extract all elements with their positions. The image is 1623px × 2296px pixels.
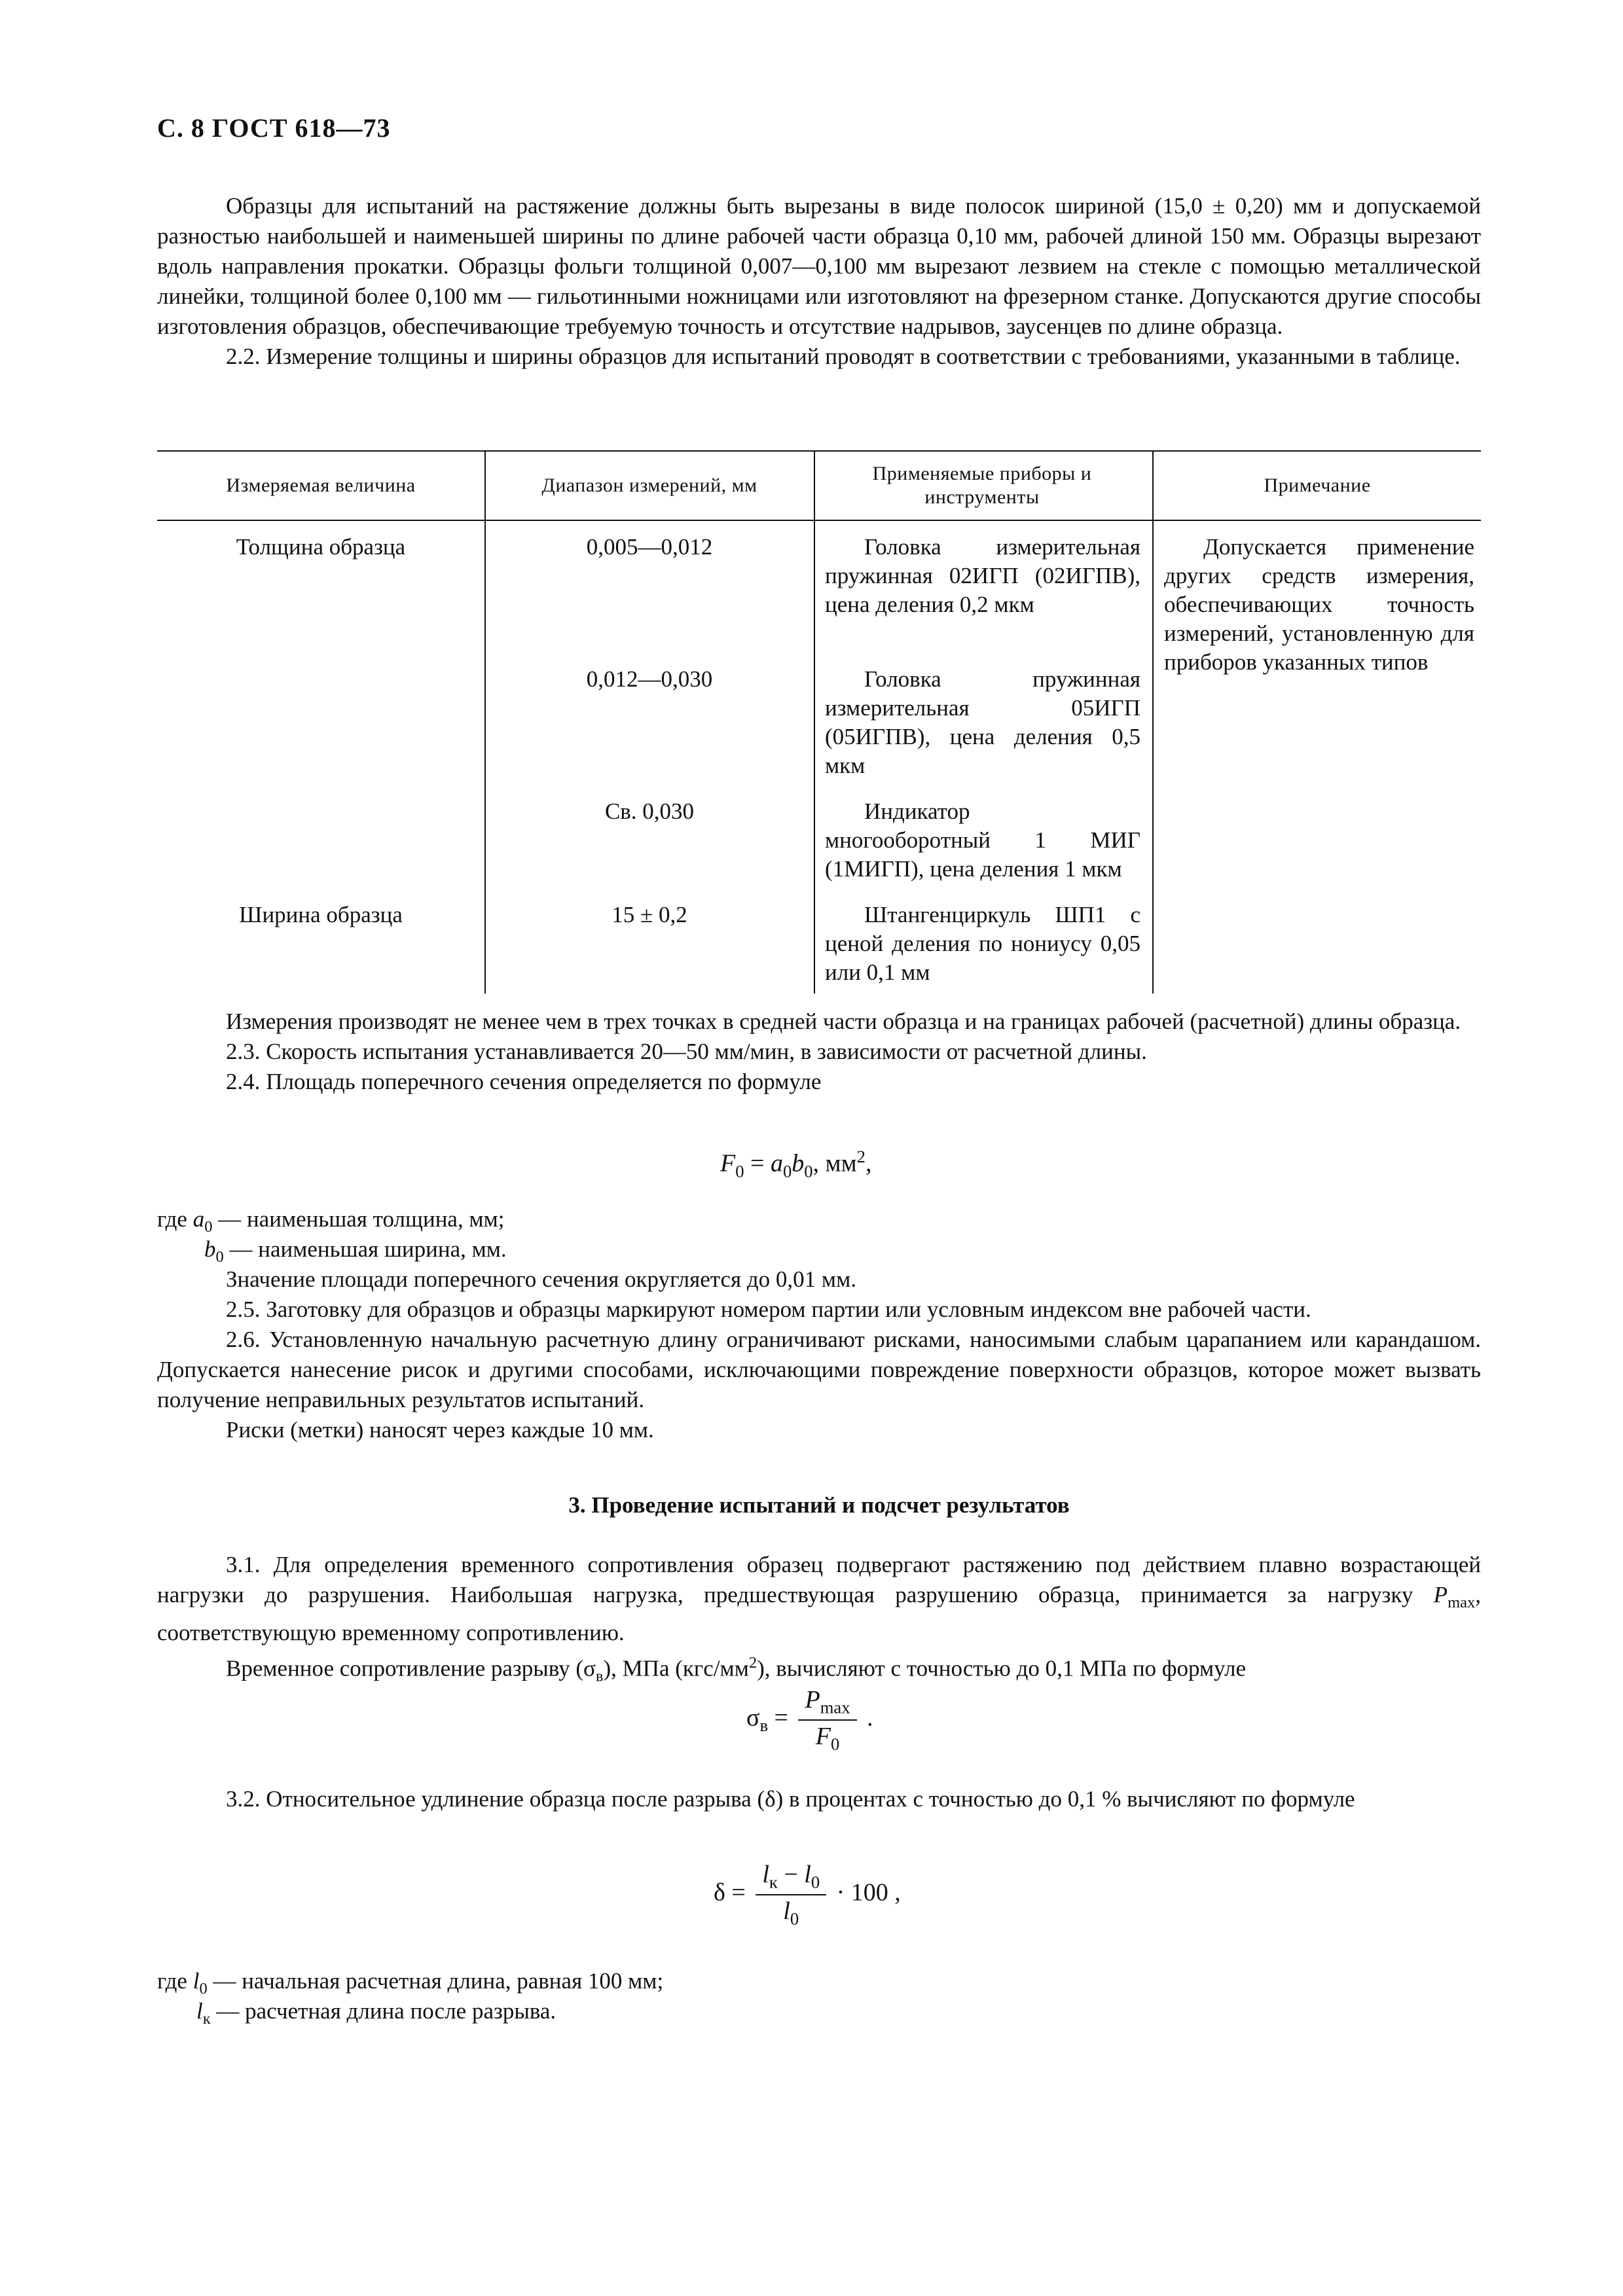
formula-tensile-strength: $\sigma_в$ = $\frac{P_{max}}{F_0}$ .: [746, 1686, 873, 1754]
table-cell-range: 15 ± 0,2: [611, 902, 687, 927]
table-header-instruments: Применяемые приборы и инструменты: [872, 463, 1092, 508]
paragraph-2-2: 2.2. Измерение толщины и ширины образцов для испытаний проводят в соответствии с требованиями, указанными в таблице.: [226, 344, 1461, 369]
paragraph-2-3: 2.3. Скорость испытания устанавливается 20—50 мм/мин, в зависимости от расчетной длины.: [226, 1039, 1147, 1064]
paragraph-2-4: 2.4. Площадь поперечного сечения определяется по формуле: [226, 1069, 822, 1094]
table-cell-instrument: Головка измерительная пружинная 02ИГП (02ИГПВ), цена деления 0,2 мкм: [825, 534, 1140, 617]
table-cell-range: Св. 0,030: [604, 798, 695, 824]
table-cell-range: 0,012—0,030: [586, 666, 713, 692]
table-cell-instrument: Головка пружинная измерительная 05ИГП (05ИГПВ), цена деления 0,5 мкм: [825, 666, 1140, 778]
formula-area: $F_0 = a_0b_0$, $мм^2$,: [720, 1147, 872, 1181]
section-2-text: [157, 1265, 1481, 1445]
formula-legend-width: $b_0$ — наименьшая ширина, мм.: [204, 1236, 507, 1266]
table-cell-quantity: Ширина образца: [239, 902, 403, 927]
running-head: С. 8 ГОСТ 618—73: [157, 113, 391, 143]
formula-legend-initial-length: где $l_0$ — начальная расчетная длина, равная 100 мм;: [157, 1968, 664, 1998]
paragraph: Образцы для испытаний на растяжение должны быть вырезаны в виде полосок шириной (15,0 ± 0,20) мм и допускаемой разностью наибольшей и наименьшей ширины по длине рабочей части образца 0,10 мм, рабочей длиной 150 мм. Образцы вырезают вдоль направления прокатки. Образцы фольги толщиной 0,007—0,100 мм вырезают лезвием на стекле с помощью металлической линейки, толщиной более 0,100 мм — гильотинными ножницами или изготовляют на фрезерном станке. Допускаются другие способы изготовления образцов, обеспечивающие требуемую точность и отсутствие надрывов, заусенцев по длине образца.: [157, 193, 1481, 339]
paragraph-3-1: 3.1. Для определения временного сопротивления образец подвергают растяжению под действием плавно возрастающей нагрузки до разрушения. Наибольшая нагрузка, предшествующая разрушению образца, принимается за нагрузку $P_{max}$, соответствующую временному сопротивлению.: [157, 1552, 1481, 1645]
formula-legend-final-length: $l_к$ — расчетная длина после разрыва.: [196, 1998, 556, 2028]
paragraph: Риски (метки) наносят через каждые 10 мм.: [226, 1417, 654, 1443]
paragraph: Временное сопротивление разрыву $(\sigma_в)$, МПа $(кгс/мм^2)$, вычисляют с точностью до 0,1 МПа по формуле: [226, 1654, 1247, 1685]
table-header-range: Диапазон измерений, мм: [541, 475, 757, 496]
fraction: $\frac{P_{max}}{F_0}$: [798, 1685, 856, 1754]
section-3-title: 3. Проведение испытаний и подсчет результатов: [568, 1492, 1070, 1518]
paragraph-3-2: 3.2. Относительное удлинение образца после разрыва (δ) в процентах с точностью до 0,1 % вычисляют по формуле: [226, 1786, 1355, 1812]
table-header-rule: [157, 520, 1481, 521]
fraction: $\frac{l_к - l_0}{l_0}$: [756, 1860, 826, 1929]
section-3-text: [157, 1550, 1481, 1692]
paragraph-2-5: 2.5. Заготовку для образцов и образцы маркируют номером партии или условным индексом вне рабочей части.: [226, 1297, 1311, 1322]
table-cell-quantity: Толщина образца: [236, 534, 406, 560]
table-cell-instrument: Индикатор многооборотный 1 МИГ (1МИГП), цена деления 1 мкм: [825, 798, 1140, 882]
paragraph: Измерения производят не менее чем в трех точках в средней части образца и на границах рабочей (расчетной) длины образца.: [226, 1009, 1461, 1034]
table-cell-note: Допускается применение других средств измерения, обеспечивающих точность измерений, установленную для приборов указанных типов: [1164, 534, 1474, 675]
paragraph-2-6: 2.6. Установленную начальную расчетную длину ограничивают рисками, наносимыми слабым царапанием или карандашом. Допускается нанесение рисок и другими способами, исключающими повреждение поверхности образцов, которое может вызвать получение неправильных результатов испытаний.: [157, 1327, 1481, 1412]
intro-text: [157, 191, 1481, 372]
table-column-divider: [814, 452, 815, 994]
formula-elongation: δ = $\frac{l_к - l_0}{l_0}$ · 100 ,: [714, 1861, 901, 1929]
table-header-note: Примечание: [1264, 475, 1371, 496]
measurement-table: [157, 450, 1481, 994]
paragraph: Значение площади поперечного сечения округляется до 0,01 мм.: [226, 1266, 856, 1292]
table-header-quantity: Измеряемая величина: [226, 475, 416, 496]
formula-legend-thickness: где $a_0$ — наименьшая толщина, мм;: [157, 1206, 505, 1236]
table-column-divider: [1152, 452, 1154, 994]
table-cell-range: 0,005—0,012: [586, 534, 713, 560]
table-cell-instrument: Штангенциркуль ШП1 с ценой деления по нониусу 0,05 или 0,1 мм: [825, 902, 1140, 985]
after-table-text: [157, 1007, 1481, 1097]
